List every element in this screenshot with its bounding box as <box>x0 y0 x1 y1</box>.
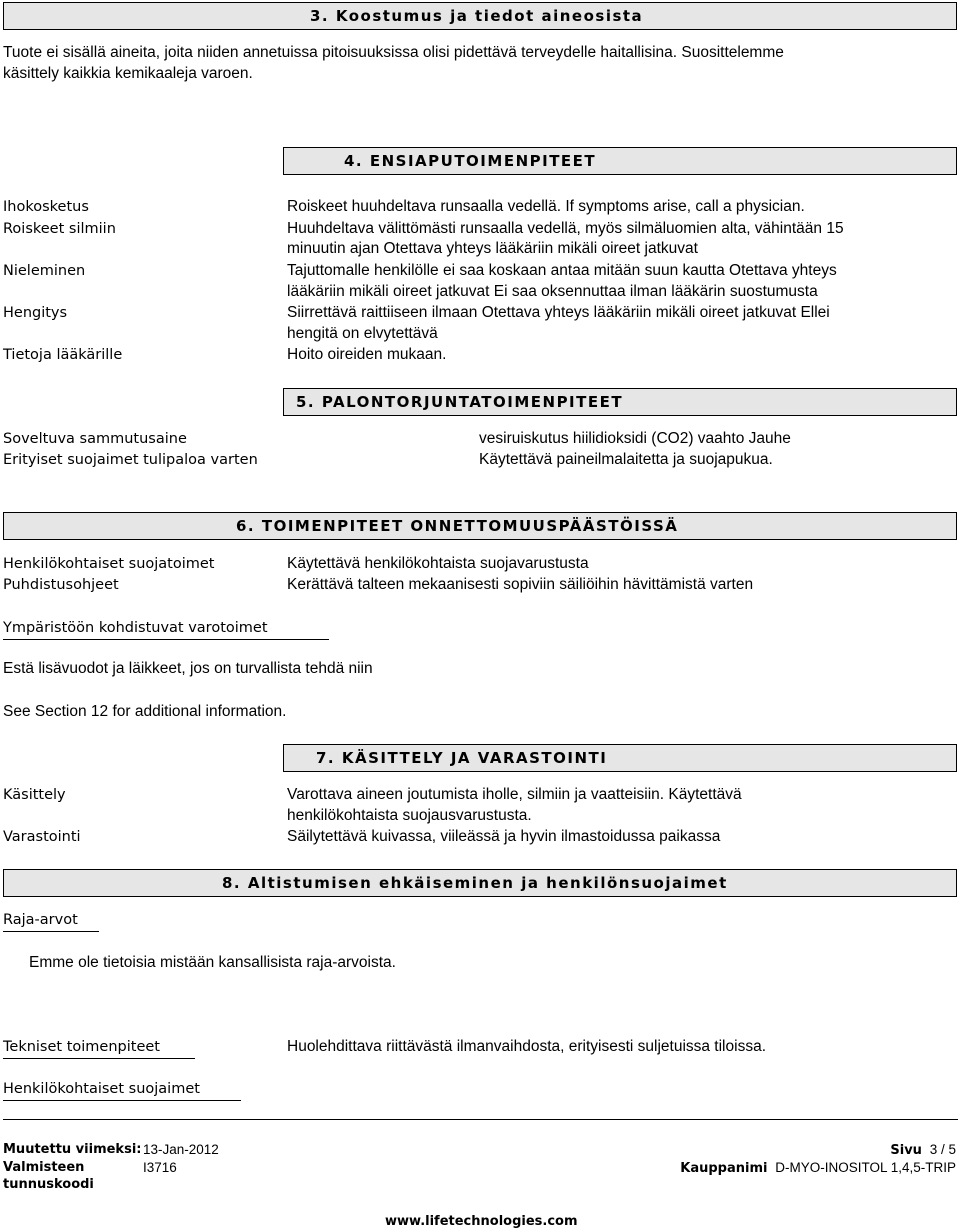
handling-text-2: henkilökohtaista suojausvarustusta. <box>287 807 532 824</box>
exposure-limits-text: Emme ole tietoisia mistään kansallisista raja-arvoista. <box>29 954 396 971</box>
first-aid-label-inhalation: Hengitys <box>3 305 68 321</box>
section-3-title: 3. Koostumus ja tiedot aineosista <box>310 7 644 25</box>
first-aid-text-ingestion-1: Tajuttomalle henkilölle ei saa koskaan antaa mitään suun kautta Otettava yhteys <box>287 262 837 279</box>
first-aid-text-inhalation-2: hengitä on elvytettävä <box>287 325 438 342</box>
environmental-precautions-text: Estä lisävuodot ja läikkeet, jos on turvallista tehdä niin <box>3 660 373 677</box>
first-aid-label-ingestion: Nieleminen <box>3 263 86 279</box>
first-aid-text-eyes-1: Huuhdeltava välittömästi runsaalla vedellä, myös silmäluomien alta, vähintään 15 <box>287 220 844 237</box>
section-3-header <box>3 2 957 30</box>
fire-text-protective: Käytettävä paineilmalaitetta ja suojapukua. <box>479 451 773 468</box>
first-aid-text-ingestion-2: lääkäriin mikäli oireet jatkuvat Ei saa oksennuttaa ilman lääkärin suostumusta <box>287 283 818 300</box>
footer-maker-label-1: Valmisteen <box>3 1160 85 1175</box>
first-aid-text-inhalation-1: Siirrettävä raittiiseen ilmaan Otettava yhteys lääkäriin mikäli oireet jatkuvat Ellei <box>287 304 830 321</box>
section-4-header <box>283 147 957 175</box>
release-text-personal: Käytettävä henkilökohtaista suojavarustusta <box>287 555 589 572</box>
section-3-text-line-1: Tuote ei sisällä aineita, joita niiden annetuissa pitoisuuksissa olisi pidettävä terveydelle haitallisina. Suosittelemme <box>3 44 784 61</box>
footer-divider <box>3 1119 958 1120</box>
section-5-title: 5. PALONTORJUNTATOIMENPITEET <box>296 393 624 411</box>
section-3-text-line-2: käsittely kaikkia kemikaaleja varoen. <box>3 65 253 82</box>
footer-revised-label: Muutettu viimeksi: <box>3 1142 142 1157</box>
first-aid-text-eyes-2: minuutin ajan Otettava yhteys lääkäriin mikäli oireet jatkuvat <box>287 240 698 257</box>
section-4-title: 4. ENSIAPUTOIMENPITEET <box>344 152 597 170</box>
footer-website[interactable]: www.lifetechnologies.com <box>385 1214 578 1229</box>
footer-revised-value: 13-Jan-2012 <box>143 1142 219 1157</box>
storage-label: Varastointi <box>3 829 81 845</box>
footer-trade-name <box>680 1159 956 1178</box>
first-aid-label-physician: Tietoja lääkärille <box>3 347 123 363</box>
section-6-title: 6. TOIMENPITEET ONNETTOMUUSPÄÄSTÖISSÄ <box>236 517 679 535</box>
footer-page-label: Sivu <box>890 1143 922 1158</box>
section-8-header <box>3 869 957 897</box>
personal-protective-underline <box>3 1100 241 1101</box>
exposure-limits-underline <box>3 931 99 932</box>
engineering-measures-underline <box>3 1058 195 1059</box>
engineering-measures-heading: Tekniset toimenpiteet <box>3 1039 160 1055</box>
fire-label-extinguishing: Soveltuva sammutusaine <box>3 431 187 447</box>
footer-page-number <box>890 1141 956 1160</box>
section-5-header <box>283 388 957 416</box>
first-aid-text-physician: Hoito oireiden mukaan. <box>287 346 447 363</box>
footer-maker-value: I3716 <box>143 1160 177 1175</box>
handling-label: Käsittely <box>3 787 66 803</box>
footer-maker-label-2: tunnuskoodi <box>3 1177 94 1192</box>
environmental-precautions-heading: Ympäristöön kohdistuvat varotoimet <box>3 620 268 636</box>
engineering-measures-text: Huolehdittava riittävästä ilmanvaihdosta, erityisesti suljetuissa tiloissa. <box>287 1038 766 1055</box>
first-aid-text-skin: Roiskeet huuhdeltava runsaalla vedellä. If symptoms arise, call a physician. <box>287 198 805 215</box>
fire-label-protective: Erityiset suojaimet tulipaloa varten <box>3 452 258 468</box>
handling-text-1: Varottava aineen joutumista iholle, silmiin ja vaatteisiin. Käytettävä <box>287 786 742 803</box>
first-aid-label-eyes: Roiskeet silmiin <box>3 221 116 237</box>
storage-text: Säilytettävä kuivassa, viileässä ja hyvin ilmastoidussa paikassa <box>287 828 721 845</box>
footer-page-value: 3 / 5 <box>929 1142 956 1157</box>
release-text-cleanup: Kerättävä talteen mekaanisesti sopiviin säiliöihin hävittämistä varten <box>287 576 754 593</box>
section-6-header <box>3 512 957 540</box>
section-7-header <box>283 744 957 772</box>
fire-text-extinguishing: vesiruiskutus hiilidioksidi (CO2) vaahto Jauhe <box>479 430 791 447</box>
environmental-precautions-underline <box>3 639 329 640</box>
first-aid-label-skin: Ihokosketus <box>3 199 89 215</box>
section-7-title: 7. KÄSITTELY JA VARASTOINTI <box>316 749 608 767</box>
section-8-title: 8. Altistumisen ehkäiseminen ja henkilönsuojaimet <box>222 874 728 892</box>
personal-protective-heading: Henkilökohtaiset suojaimet <box>3 1081 200 1097</box>
footer-trade-label: Kauppanimi <box>680 1161 768 1176</box>
release-label-cleanup: Puhdistusohjeet <box>3 577 119 593</box>
release-label-personal: Henkilökohtaiset suojatoimet <box>3 556 215 572</box>
exposure-limits-heading: Raja-arvot <box>3 912 78 928</box>
footer-trade-value: D-MYO-INOSITOL 1,4,5-TRIP <box>775 1160 956 1175</box>
see-section-note: See Section 12 for additional information. <box>3 703 287 720</box>
